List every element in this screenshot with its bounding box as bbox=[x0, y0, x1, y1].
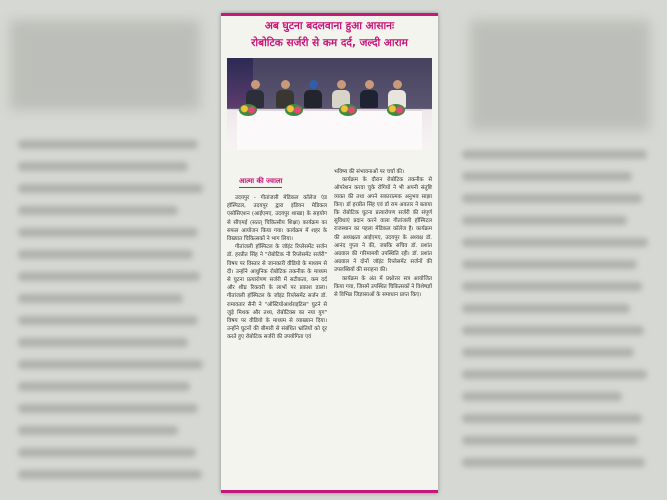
article-paragraph: उदयपुर - गीतांजली मेडिकल कॉलेज एंड हॉस्पिटल, उदयपुर द्वारा इंडियन मेडिकल एसोसिएशन (आईएमए, उदयपुर शाखा) के सहयोग से सीएमई (सतत् चिकित्सीय शिक्षा) कार्यक्रम का सफल आयोजन किया गया। कार्यक्रम में शहर के विख्यात चिकित्सकों ने भाग लिया। bbox=[227, 195, 327, 243]
stage-table bbox=[237, 110, 422, 150]
byline: आत्मा की ज्वाला bbox=[239, 177, 282, 188]
article-paragraph: गीतांजली हॉस्पिटल के जॉइंट रिप्लेसमेंट सर्जन डॉ. हरप्रीत सिंह ने "रोबोटिक नी रिप्लेसमेंट सर्जरी" विषय पर विस्तार से जानकारी वीडियो के माध्यम से दी। उन्होंने आधुनिक रोबोटिक तकनीक के माध्यम से घुटना प्रत्यारोपण सर्जरी में सटीकता, कम दर्द और शीघ्र रिकवरी के लाभों पर प्रकाश डाला। गीतांजली हॉस्पिटल के जॉइंट रिप्लेसमेंट सर्जन डॉ. रामावतार सैनी ने "ऑस्टियोआर्थराइटिस" घुटने से जुड़े मिथक और तथ्य, रोबोटिक्स का नया युग" विषय पर वीडियो के माध्यम से व्याख्यान दिया। उन्होंने घुटनों की बीमारी से संबंधित भ्रांतियों को दूर करते हुए रोबोटिक सर्जरी की उपयोगिता एवं bbox=[227, 244, 327, 341]
event-photo bbox=[227, 58, 432, 150]
person-figure bbox=[303, 80, 323, 108]
flower-bouquet bbox=[339, 104, 357, 116]
headline bbox=[221, 16, 438, 58]
article-paragraph: भविष्य की संभावनाओं पर चर्चा की। bbox=[334, 169, 405, 175]
newspaper-clipping bbox=[221, 13, 438, 493]
article-paragraph: कार्यक्रम के दौरान रोबोटिक तकनीक से ऑपरेशन करवा चुके रोगियों ने भी अपनी संतुष्टि व्यक्त की तथा अपने सकारात्मक अनुभव साझा किए। डॉ हरप्रीत सिंह एवं डॉ राम अवतार ने बताया कि रोबोटिक घुटना प्रत्यारोपण सर्जरी की संपूर्ण सुविधाएं प्रदान करने वाला गीतांजली हॉस्पिटल राजस्थान का पहला मेडिकल कॉलेज है। कार्यक्रम की अध्यक्षता आईएमए, उदयपुर के अध्यक्ष डॉ. आनंद गुप्ता ने की, जबकि सचिव डॉ. प्रशांत अग्रवाल की गरिमामयी उपस्थिति रही। डॉ. प्रशांत अग्रवाल ने दोनों जॉइंट रिप्लेसमेंट सर्जनों की उपलब्धियों की सराहना की। bbox=[334, 177, 432, 274]
article-column-right bbox=[334, 168, 432, 486]
headline-line-2: रोबोटिक सर्जरी से कम दर्द, जल्दी आराम bbox=[251, 37, 408, 49]
headline-line-1: अब घुटना बदलवाना हुआ आसानः bbox=[264, 20, 395, 32]
flower-bouquet bbox=[285, 104, 303, 116]
flower-bouquet bbox=[239, 104, 257, 116]
person-figure bbox=[359, 80, 379, 108]
flower-bouquet bbox=[387, 104, 405, 116]
article-paragraph: कार्यक्रम के अंत में प्रश्नोत्तर सत्र आयोजित किया गया, जिसमें उपस्थित चिकित्सकों ने विशेषज्ञों से विभिन्न जिज्ञासाओं के समाधान प्राप्त किए। bbox=[334, 275, 432, 299]
article-column-left bbox=[227, 168, 327, 486]
article-body bbox=[227, 168, 432, 486]
